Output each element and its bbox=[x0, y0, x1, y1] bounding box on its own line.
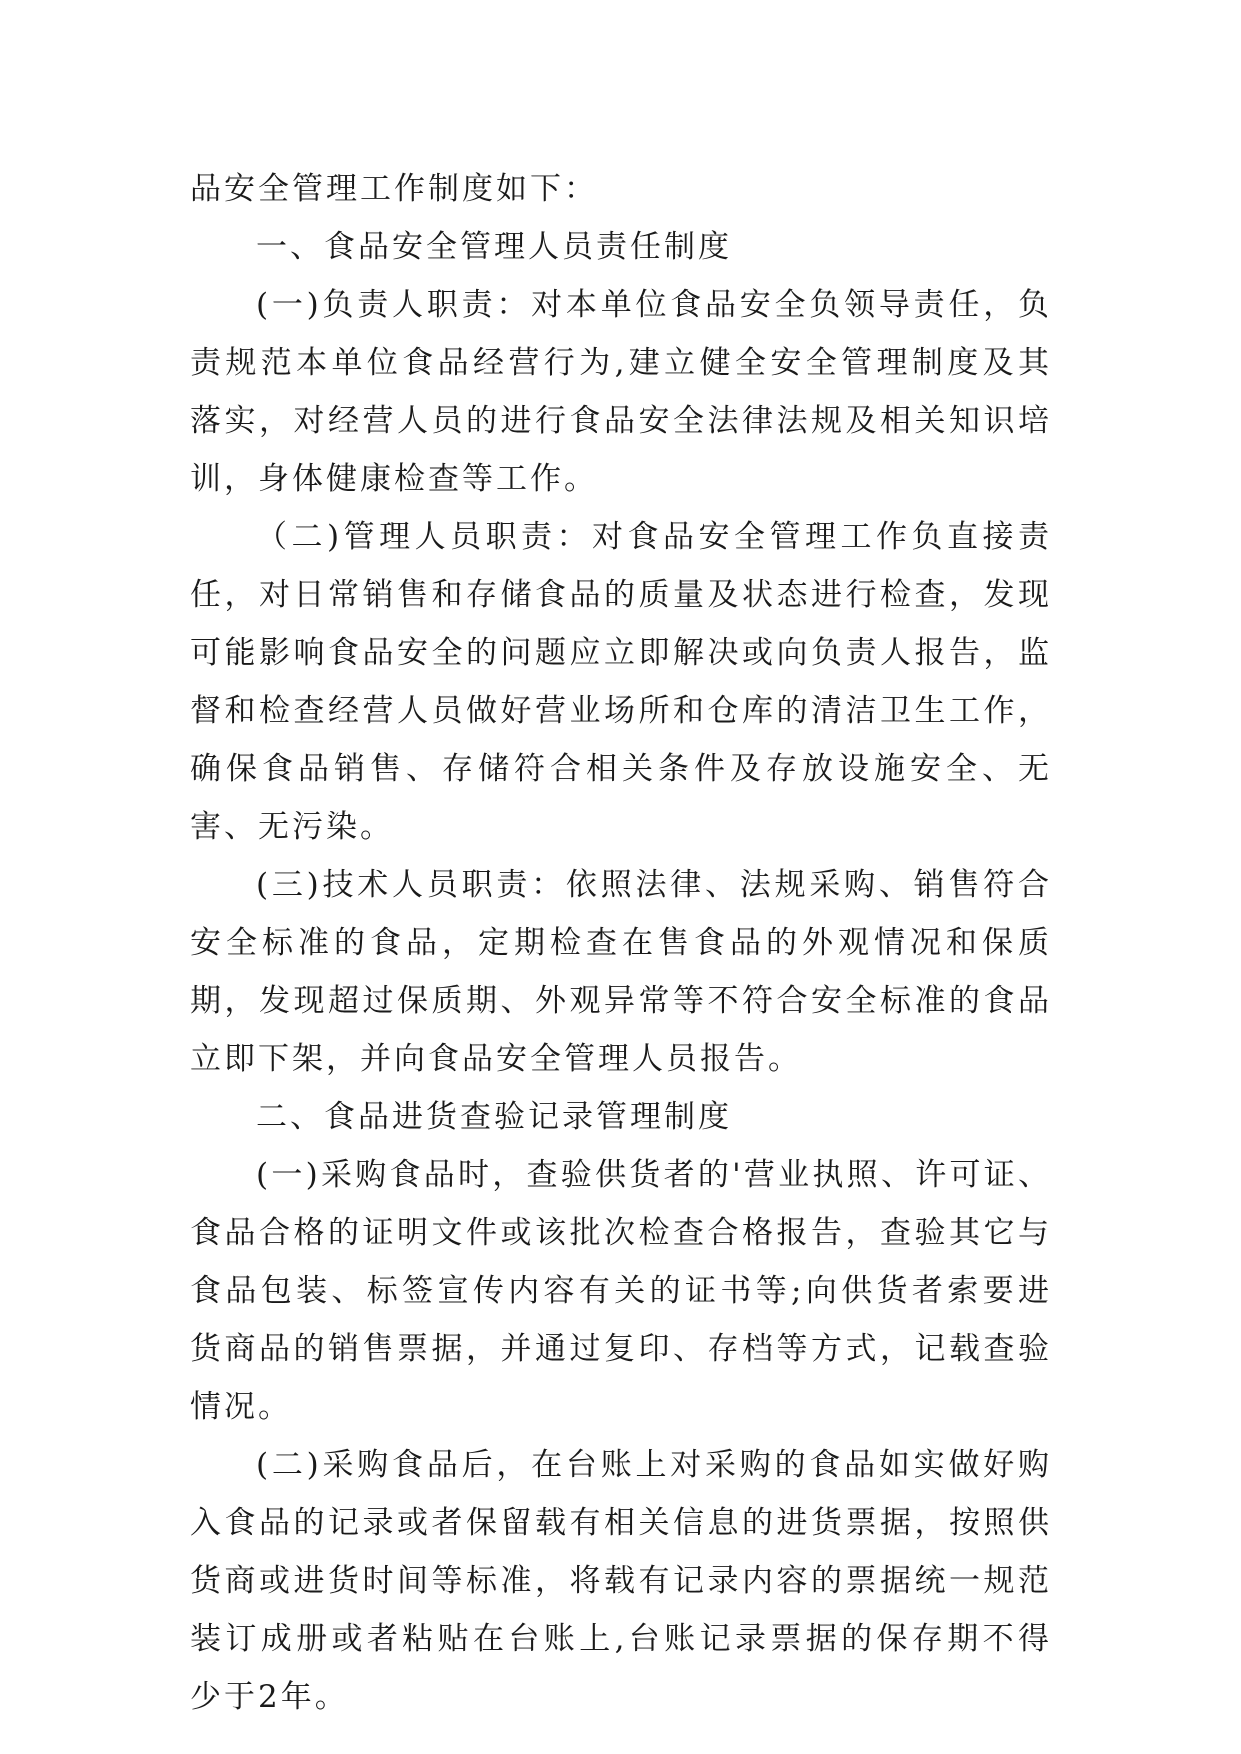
paragraph-2-1: (一)采购食品时，查验供货者的'营业执照、许可证、食品合格的证明文件或该批次检查合格报告，查验其它与食品包装、标签宣传内容有关的证书等;向供货者索要进货商品的销售票据，并通过复印、存档等方式，记载查验情况。 bbox=[190, 1157, 1052, 1425]
section-heading-2: 二、食品进货查验记录管理制度 bbox=[256, 1099, 732, 1135]
paragraph-1-2: （二)管理人员职责：对食品安全管理工作负直接责任，对日常销售和存储食品的质量及状态进行检查，发现可能影响食品安全的问题应立即解决或向负责人报告，监督和检查经营人员做好营业场所和仓库的清洁卫生工作，确保食品销售、存储符合相关条件及存放设施安全、无害、无污染。 bbox=[190, 519, 1052, 845]
paragraph-1-1: (一)负责人职责：对本单位食品安全负领导责任，负责规范本单位食品经营行为,建立健全安全管理制度及其落实，对经营人员的进行食品安全法律法规及相关知识培训，身体健康检查等工作。 bbox=[190, 287, 1052, 497]
paragraph-2-2: (二)采购食品后，在台账上对采购的食品如实做好购入食品的记录或者保留载有相关信息的进货票据，按照供货商或进货时间等标准，将载有记录内容的票据统一规范装订成册或者粘贴在台账上,台账记录票据的保存期不得少于2年。 bbox=[190, 1447, 1052, 1715]
document-body bbox=[190, 160, 1052, 1726]
section-heading-1: 一、食品安全管理人员责任制度 bbox=[256, 229, 732, 265]
paragraph-1-3: (三)技术人员职责：依照法律、法规采购、销售符合安全标准的食品，定期检查在售食品的外观情况和保质期，发现超过保质期、外观异常等不符合安全标准的食品立即下架，并向食品安全管理人员报告。 bbox=[190, 867, 1052, 1077]
paragraph-intro: 品安全管理工作制度如下： bbox=[190, 171, 598, 207]
